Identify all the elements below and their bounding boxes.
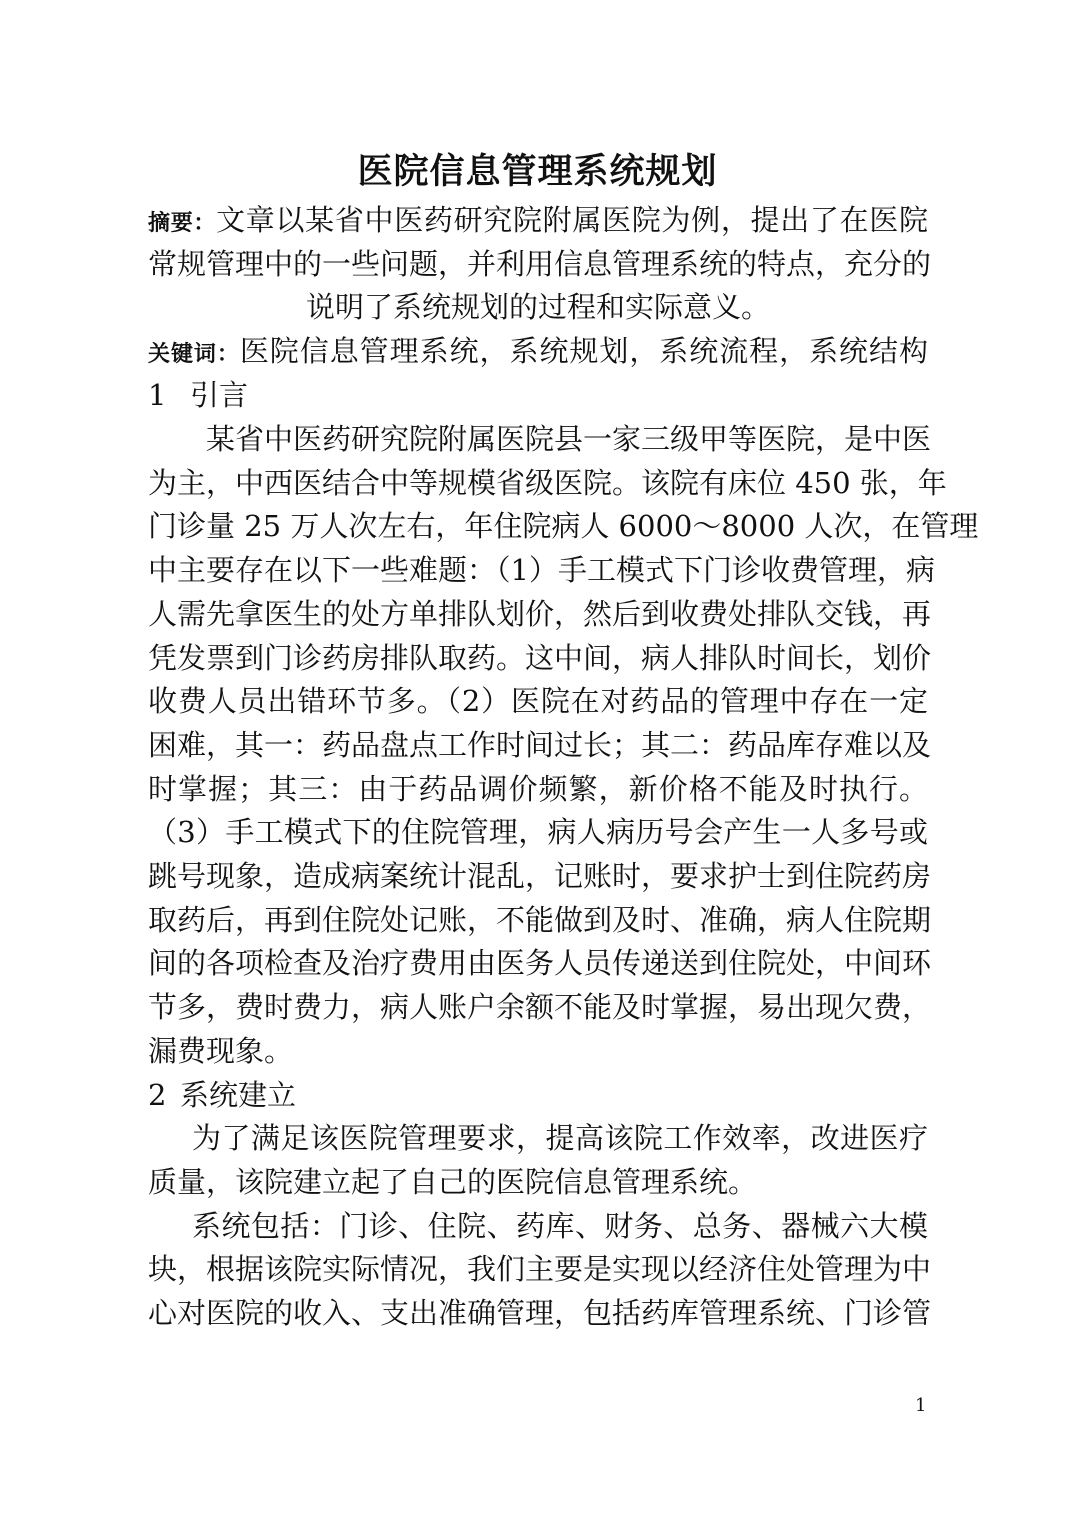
paragraph-line: 困难，其一：药品盘点工作时间过长；其二：药品库存难以及 <box>148 728 932 762</box>
paragraph-line: 为了满足该医院管理要求，提高该院工作效率，改进医疗 <box>192 1121 928 1155</box>
abstract-label: 摘要： <box>148 211 217 236</box>
document-title: 医院信息管理系统规划 <box>357 152 718 192</box>
abstract-line: 说明了系统规划的过程和实际意义。 <box>305 290 770 324</box>
keywords-label: 关键词： <box>148 342 240 367</box>
paragraph-line: 质量，该院建立起了自己的医院信息管理系统。 <box>148 1165 758 1199</box>
paragraph-line: 中主要存在以下一些难题：（1）手工模式下门诊收费管理，病 <box>148 553 935 587</box>
paragraph-line: 收费人员出错环节多。（2）医院在对药品的管理中存在一定 <box>148 684 928 718</box>
paragraph-line: （3）手工模式下的住院管理，病人病历号会产生一人多号或 <box>148 815 928 849</box>
paragraph-line: 人需先拿医生的处方单排队划价，然后到收费处排队交钱，再 <box>148 597 932 631</box>
paragraph-line: 取药后，再到住院处记账，不能做到及时、准确，病人住院期 <box>148 903 932 937</box>
paragraph-line: 心对医院的收入、支出准确管理，包括药库管理系统、门诊管 <box>148 1296 932 1330</box>
page-number: 1 <box>915 1395 927 1416</box>
section-heading <box>148 1073 928 1117</box>
paragraph-line: 节多，费时费力，病人账户余额不能及时掌握，易出现欠费， <box>148 990 932 1024</box>
section-heading <box>148 373 928 417</box>
paragraph-line: 跳号现象，造成病案统计混乱，记账时，要求护士到住院药房 <box>148 859 932 893</box>
keywords-text: 医院信息管理系统，系统规划，系统流程，系统结构 <box>239 334 928 368</box>
paragraph-line: 系统包括：门诊、住院、药库、财务、总务、器械六大模 <box>192 1209 928 1243</box>
abstract-line <box>148 198 928 246</box>
paragraph-line: 漏费现象。 <box>148 1034 294 1068</box>
section-title: 系统建立 <box>180 1078 297 1112</box>
paragraph-line: 块，根据该院实际情况，我们主要是实现以经济住处管理为中 <box>148 1252 932 1286</box>
paragraph-line: 时掌握；其三：由于药品调价频繁，新价格不能及时执行。 <box>148 772 928 806</box>
abstract-line: 常规管理中的一些问题，并利用信息管理系统的特点，充分的 <box>148 247 932 281</box>
abstract-text: 文章以某省中医药研究院附属医院为例，提出了在医院 <box>216 203 928 237</box>
section-title: 引言 <box>190 378 249 412</box>
section-number: 2 <box>148 1078 167 1112</box>
paragraph-line: 为主，中西医结合中等规模省级医院。该院有床位 450 张，年 <box>148 466 947 500</box>
paragraph-line: 门诊量 25 万人次左右，年住院病人 6000～8000 人次，在管理 <box>148 509 979 543</box>
section-number: 1 <box>148 378 167 412</box>
keywords-line <box>148 329 928 377</box>
paragraph-line: 某省中医药研究院附属医院县一家三级甲等医院，是中医 <box>206 422 932 456</box>
paragraph-line: 间的各项检查及治疗费用由医务人员传递送到住院处，中间环 <box>148 946 932 980</box>
paragraph-line: 凭发票到门诊药房排队取药。这中间，病人排队时间长，划价 <box>148 641 932 675</box>
